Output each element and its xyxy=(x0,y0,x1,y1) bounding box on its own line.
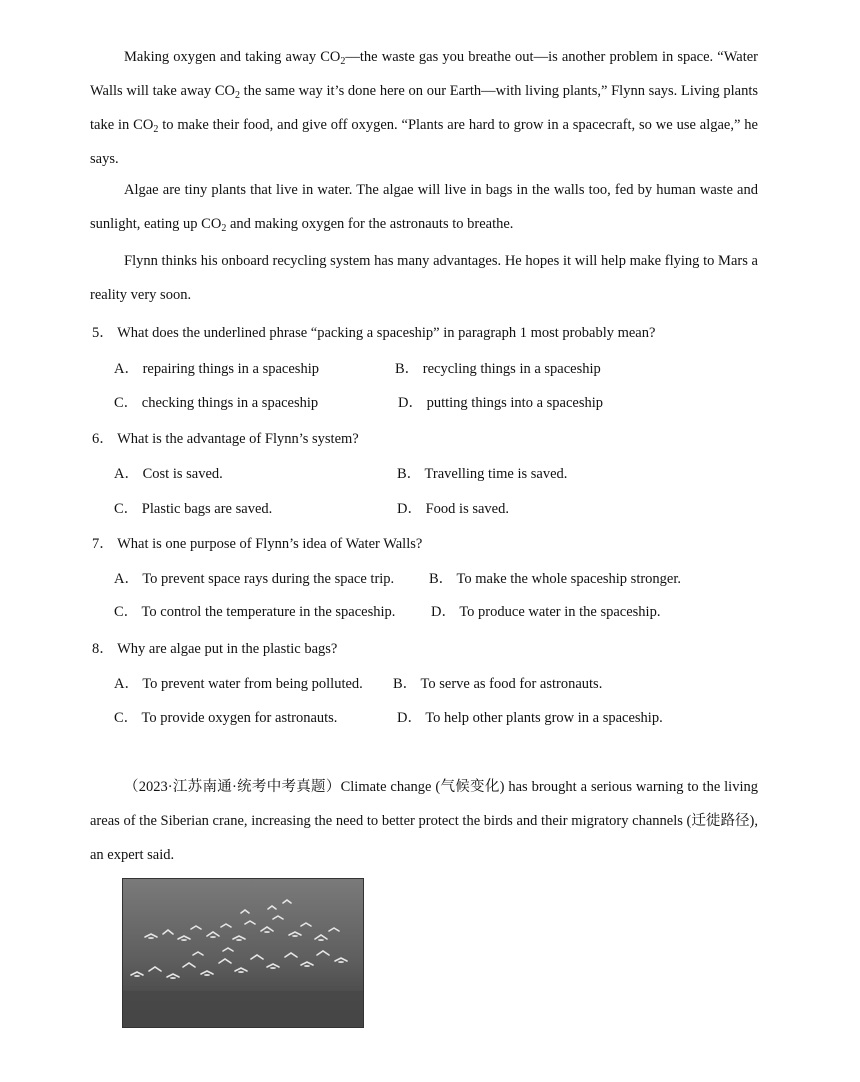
paragraph-1: Making oxygen and taking away $CO_2—the$ waste gas you breathe out—is another problem in space. “Water Walls will take away $CO_2$ the same way it’s done here on our Earth—with living plants,” Flynn says. Living plants take in $CO_2$ to make their food, and give off oxygen. “Plants are hard to grow in a spacecraft, so we use algae,” he says. xyxy=(90,49,758,167)
question-7-option-a[interactable]: A． To prevent space rays during the space trip. xyxy=(114,571,395,587)
question-6-option-d[interactable]: D． Food is saved. xyxy=(397,501,509,517)
question-8-option-b[interactable]: B． To serve as food for astronauts. xyxy=(393,676,603,692)
question-6-option-a[interactable]: A． Cost is saved. xyxy=(114,466,223,482)
passage-2-intro: （2023·江苏南通·统考中考真题）Climate change (气候变化) has brought a serious warning to the living areas of the Siberian crane, increasing the need to better protect the birds and their migratory channels (迁徙路径), an expert said. xyxy=(90,779,758,863)
question-6-option-c[interactable]: C． Plastic bags are saved. xyxy=(114,501,273,517)
question-5-option-a[interactable]: A． repairing things in a spaceship xyxy=(114,361,319,377)
question-5-option-c[interactable]: C． checking things in a spaceship xyxy=(114,395,319,411)
question-6-stem: 6． What is the advantage of Flynn’s system? xyxy=(92,431,359,447)
question-5-stem: 5． What does the underlined phrase “packing a spaceship” in paragraph 1 most probably mean? xyxy=(92,325,656,341)
flying-cranes-image xyxy=(123,879,363,1027)
paragraph-2: Algae are tiny plants that live in water. The algae will live in bags in the walls too, fed by human waste and sunlight, eating up $CO_2$ and making oxygen for the astronauts to breathe. xyxy=(90,182,758,234)
question-8-stem: 8． Why are algae put in the plastic bags? xyxy=(92,641,338,657)
question-7-option-d[interactable]: D． To produce water in the spaceship. xyxy=(431,604,661,620)
question-7-stem: 7． What is one purpose of Flynn’s idea of Water Walls? xyxy=(92,536,423,552)
cranes-photo xyxy=(122,878,364,1028)
question-5-option-b[interactable]: B． recycling things in a spaceship xyxy=(395,361,601,377)
question-5-option-d[interactable]: D． putting things into a spaceship xyxy=(398,395,603,411)
question-7-option-b[interactable]: B． To make the whole spaceship stronger. xyxy=(429,571,682,587)
question-6-option-b[interactable]: B． Travelling time is saved. xyxy=(397,466,568,482)
question-8-option-a[interactable]: A． To prevent water from being polluted. xyxy=(114,676,363,692)
question-8-option-d[interactable]: D． To help other plants grow in a spaceship. xyxy=(397,710,663,726)
question-8-option-c[interactable]: C． To provide oxygen for astronauts. xyxy=(114,710,338,726)
question-7-option-c[interactable]: C． To control the temperature in the spaceship. xyxy=(114,604,396,620)
paragraph-3: Flynn thinks his onboard recycling system has many advantages. He hopes it will help make flying to Mars a reality very soon. xyxy=(90,253,758,303)
